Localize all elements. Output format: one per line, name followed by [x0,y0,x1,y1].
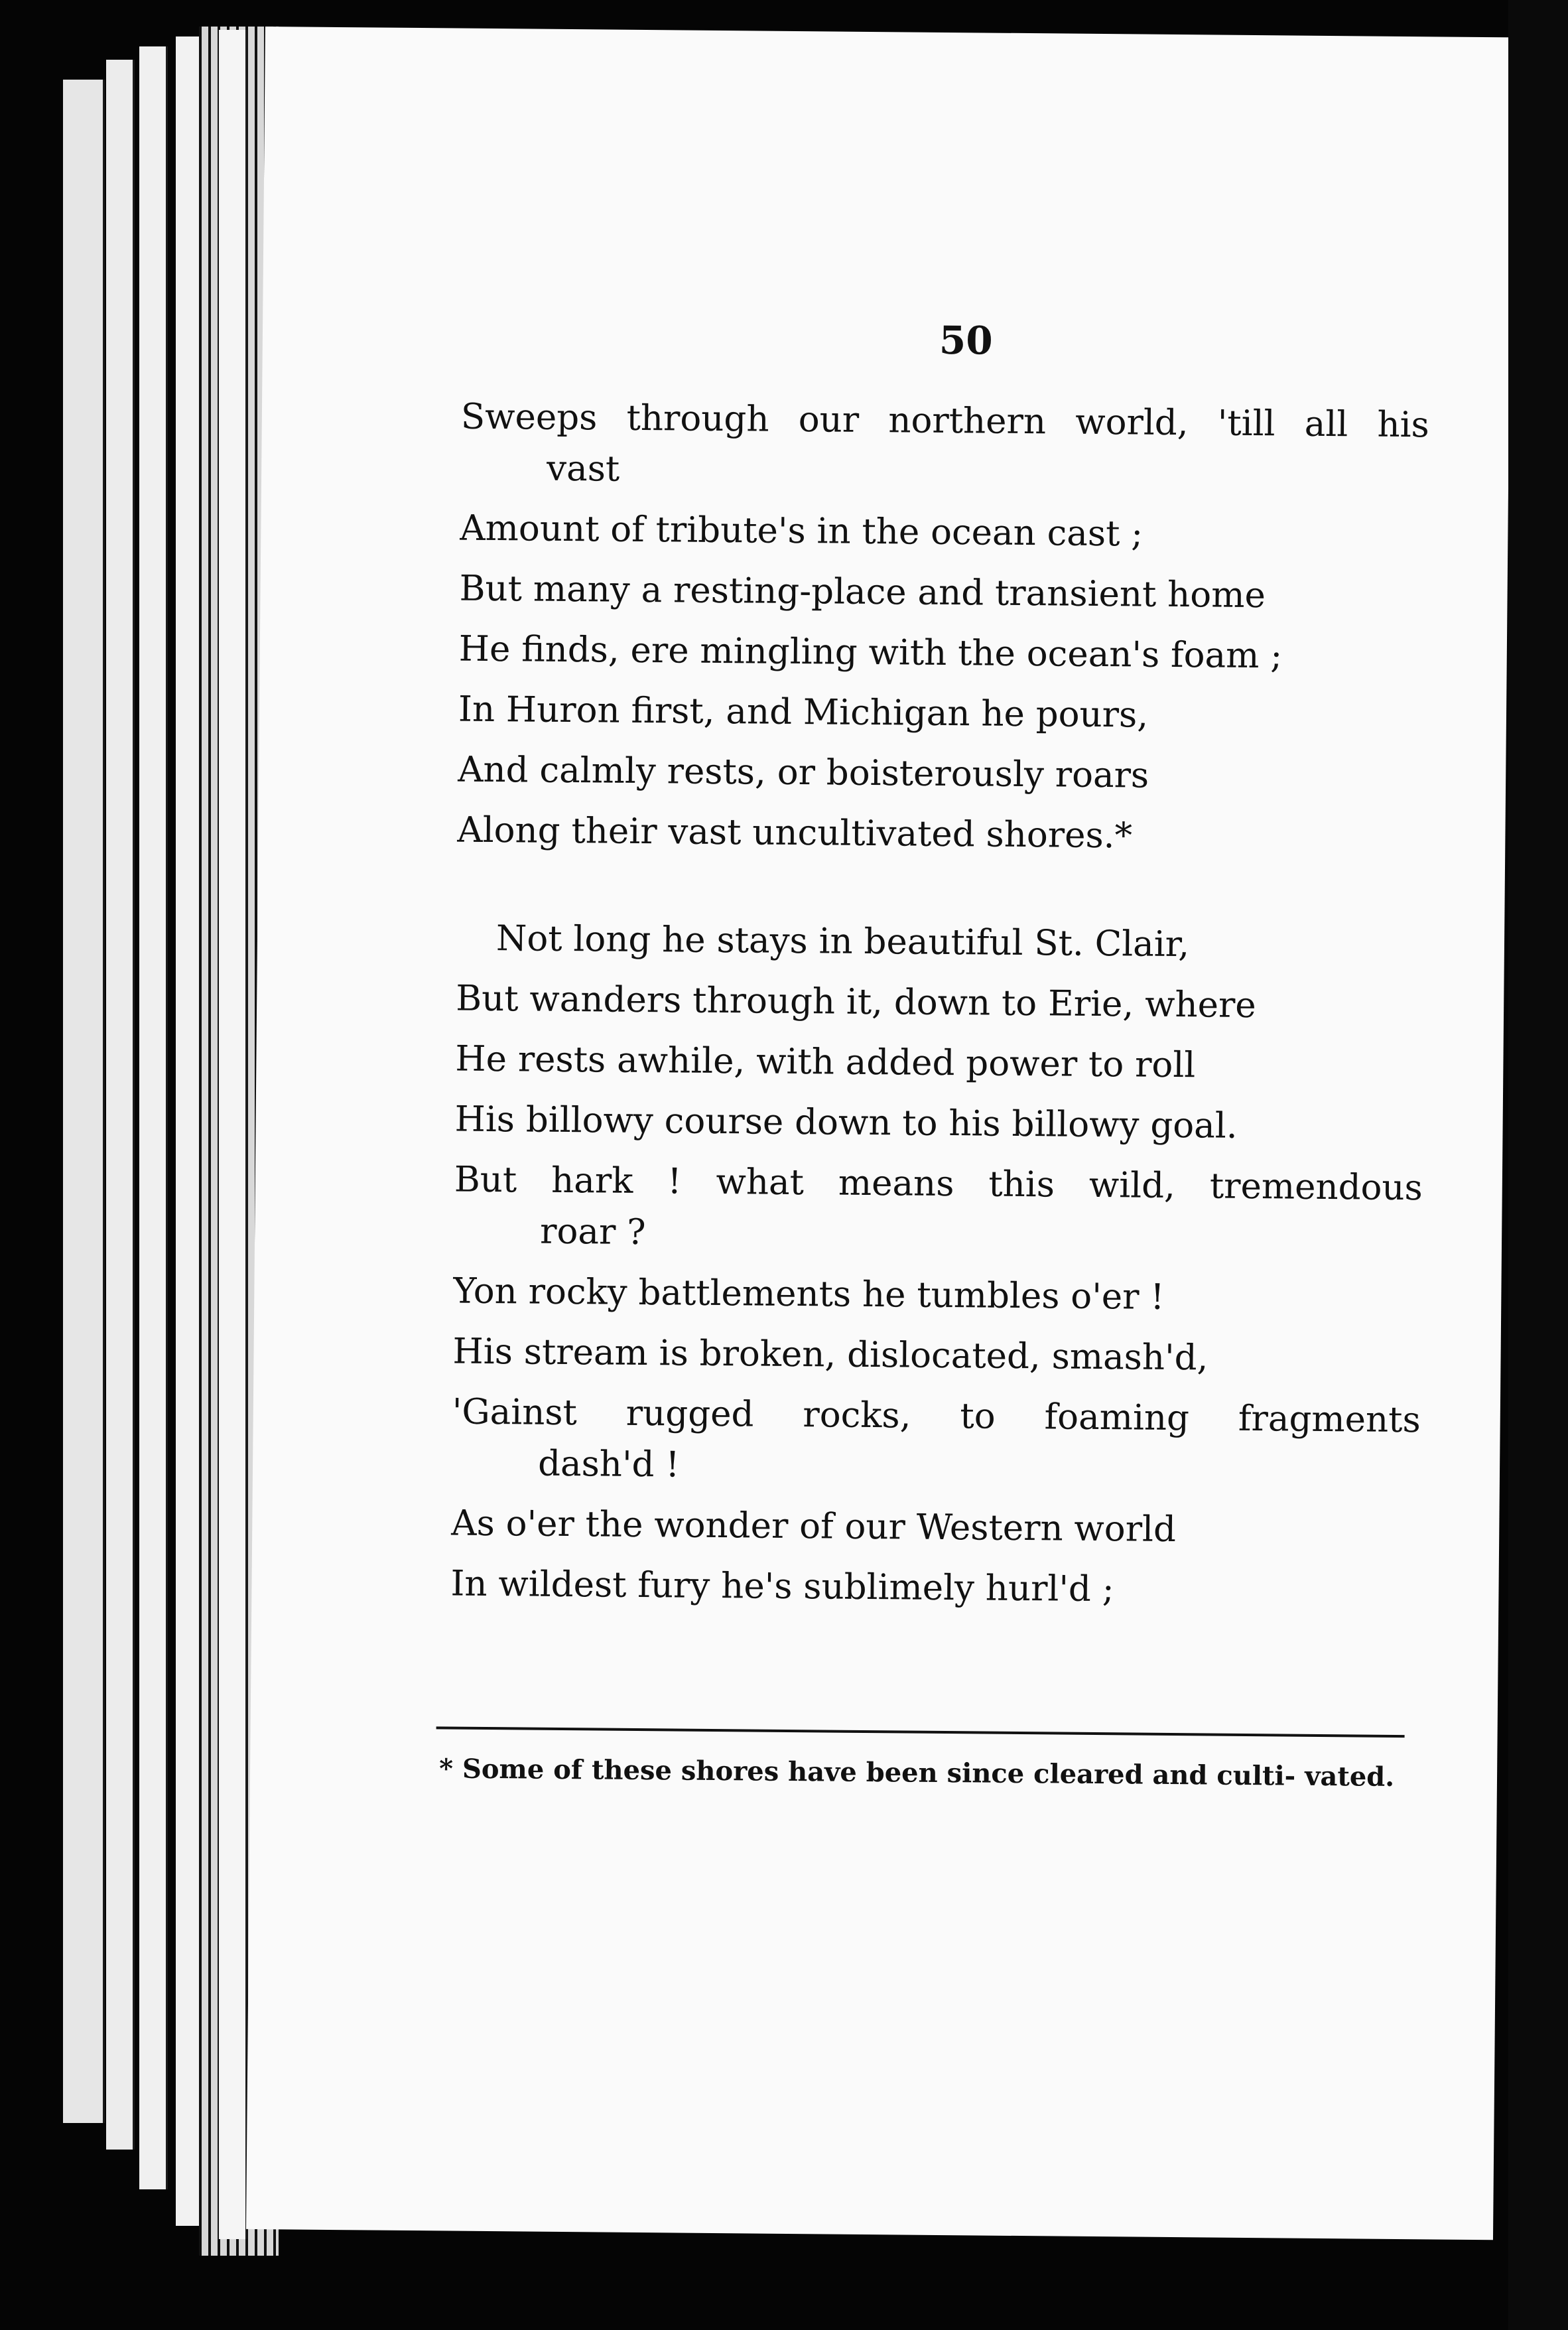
stanza-1 [457,387,1443,869]
poem-line: Not long he stays in beautiful St. Clair, [495,918,1190,965]
poem-line: Along their vast uncultivated shores.* [457,809,1133,857]
poem-line: dash'd ! [537,1443,680,1485]
page-number: 50 [939,317,993,364]
poem-line: In wildest fury he's sublimely hurl'd ; [450,1563,1114,1610]
stanza-gap [456,860,1439,917]
page-edge [219,30,247,2239]
poem-line: But many a resting-place and transient home [459,568,1266,616]
poem-line: vast [546,448,620,490]
background-shadow [1508,0,1568,2330]
page-edge [106,60,135,2150]
page-edge [139,46,168,2189]
poem-line: roar ? [539,1211,646,1253]
page-edge [63,80,105,2123]
poem-line: Yon rocky battlements he tumbles o'er ! [453,1270,1165,1318]
poem-line: He finds, ere mingling with the ocean's foam ; [458,628,1283,677]
page-edge [176,36,201,2226]
poem-line: 'Gainst rugged rocks, to foaming fragments [452,1391,1421,1441]
footnote: * Some of these shores have been since cleared and culti- vated. [438,1753,1395,1793]
poem-line: He rests awhile, with added power to roll [455,1038,1196,1086]
poem-line: As o'er the wonder of our Western world [451,1503,1177,1550]
poem-line: His billowy course down to his billowy goal. [454,1099,1238,1146]
poem-text [450,387,1443,1623]
poem-line: His stream is broken, dislocated, smash'd, [452,1331,1209,1379]
poem-line: But wanders through it, down to Erie, where [455,978,1256,1026]
footnote-rule [436,1726,1405,1738]
poem-line: But hark ! what means this wild, tremendous [454,1159,1423,1209]
poem-line: And calmly rests, or boisterously roars [457,749,1149,796]
poem-line: Sweeps through our northern world, 'till all his [460,396,1430,446]
book-page [246,27,1512,2240]
poem-line: Amount of tribute's in the ocean cast ; [460,508,1143,555]
poem-line: In Huron first, and Michigan he pours, [458,689,1149,736]
stanza-2 [450,908,1438,1623]
